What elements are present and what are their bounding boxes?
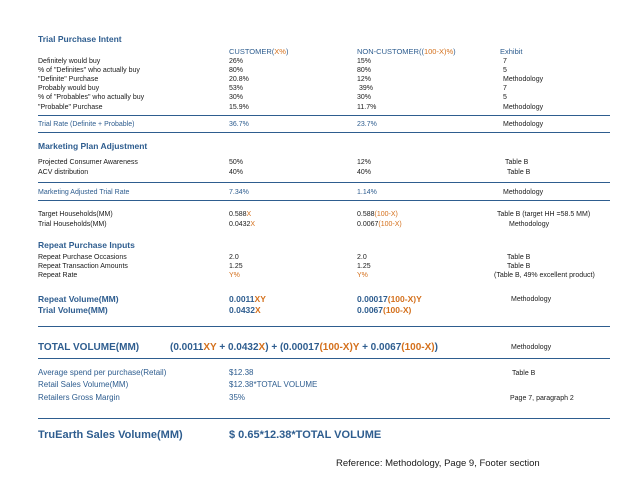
- truearth-sales-value: $ 0.65*12.38*TOTAL VOLUME: [229, 429, 382, 441]
- divider: [38, 182, 610, 183]
- row-exhibit: 7: [503, 58, 507, 65]
- row-exhibit: 7: [503, 85, 507, 92]
- divider: [38, 132, 610, 133]
- gross-margin-value: 35%: [229, 393, 246, 402]
- row-exhibit: Table B: [507, 169, 531, 176]
- adjusted-trial-non-customer: 1.14%: [357, 189, 377, 196]
- row-exhibit: Methodology: [503, 104, 544, 111]
- gross-margin-exhibit: Page 7, paragraph 2: [510, 395, 574, 402]
- reference-note: Reference: Methodology, Page 9, Footer section: [336, 458, 540, 469]
- row-exhibit: Methodology: [509, 221, 550, 228]
- row-label: Target Households(MM): [38, 211, 113, 218]
- row-non-customer-value: 39%: [357, 85, 373, 92]
- header-non-customer: NON-CUSTOMER((100-X)%): [357, 47, 456, 56]
- row-customer-value: 53%: [229, 85, 244, 92]
- row-customer-value: 2.0: [229, 254, 239, 261]
- section-title-repeat-purchase: Repeat Purchase Inputs: [38, 240, 135, 250]
- trial-volume-non-customer: 0.0067(100-X): [357, 305, 412, 315]
- row-customer-value: 1.25: [229, 263, 243, 270]
- row-exhibit: Table B: [507, 254, 531, 261]
- divider: [38, 200, 610, 201]
- trial-rate-customer: 36.7%: [229, 121, 249, 128]
- row-exhibit: (Table B, 49% excellent product): [494, 272, 595, 279]
- truearth-sales-label: TruEarth Sales Volume(MM): [38, 429, 183, 441]
- row-label: "Probable" Purchase: [38, 104, 103, 111]
- trial-volume-label: Trial Volume(MM): [38, 305, 108, 315]
- row-label: Repeat Transaction Amounts: [38, 263, 128, 270]
- divider: [38, 115, 610, 116]
- row-customer-value: 40%: [229, 169, 244, 176]
- header-exhibit: Exhibit: [500, 47, 523, 56]
- divider: [38, 326, 610, 327]
- adjusted-trial-exhibit: Methodology: [503, 189, 544, 196]
- adjusted-trial-label: Marketing Adjusted Trial Rate: [38, 189, 130, 196]
- row-non-customer-value: Y%: [357, 272, 368, 279]
- row-non-customer-value: 30%: [357, 94, 372, 101]
- row-non-customer-value: 0.0067(100-X): [357, 221, 402, 228]
- row-customer-value: 0.0432X: [229, 221, 256, 228]
- adjusted-trial-customer: 7.34%: [229, 189, 249, 196]
- header-customer: CUSTOMER(X%): [229, 47, 289, 56]
- row-non-customer-value: 12%: [357, 159, 372, 166]
- row-label: Projected Consumer Awareness: [38, 159, 138, 166]
- row-exhibit: Table B: [505, 159, 529, 166]
- row-label: ACV distribution: [38, 169, 89, 176]
- row-label: Probably would buy: [38, 85, 100, 92]
- row-label: "Definite" Purchase: [38, 76, 99, 83]
- row-non-customer-value: 40%: [357, 169, 372, 176]
- trial-rate-non-customer: 23.7%: [357, 121, 377, 128]
- trial-volume-customer: 0.0432X: [229, 305, 261, 315]
- trial-rate-exhibit: Methodology: [503, 121, 544, 128]
- row-label: Trial Households(MM): [38, 221, 107, 228]
- total-volume-formula: (0.0011XY + 0.0432X) + (0.00017(100-X)Y + 0.0067(100-X)): [170, 342, 438, 353]
- divider: [38, 418, 610, 419]
- total-volume-label: TOTAL VOLUME(MM): [38, 342, 140, 353]
- avg-spend-value: $12.38: [229, 368, 254, 377]
- row-exhibit: Methodology: [503, 76, 544, 83]
- row-label: % of "Probables" who actually buy: [38, 94, 145, 101]
- repeat-volume-exhibit: Methodology: [511, 296, 552, 303]
- row-exhibit: 5: [503, 67, 507, 74]
- row-customer-value: 0.588X: [229, 211, 252, 218]
- row-non-customer-value: 15%: [357, 58, 372, 65]
- repeat-volume-non-customer: 0.00017(100-X)Y: [357, 294, 422, 304]
- row-exhibit: Table B: [507, 263, 531, 270]
- row-non-customer-value: 12%: [357, 76, 372, 83]
- row-label: Repeat Rate: [38, 272, 78, 279]
- section-title-marketing-plan: Marketing Plan Adjustment: [38, 141, 148, 151]
- gross-margin-label: Retailers Gross Margin: [38, 393, 120, 402]
- row-customer-value: 50%: [229, 159, 244, 166]
- row-exhibit: 5: [503, 94, 507, 101]
- retail-sales-value: $12.38*TOTAL VOLUME: [229, 380, 318, 389]
- row-exhibit: Table B (target HH =58.5 MM): [497, 211, 591, 218]
- row-non-customer-value: 80%: [357, 67, 372, 74]
- row-non-customer-value: 1.25: [357, 263, 371, 270]
- repeat-volume-customer: 0.0011XY: [229, 294, 266, 304]
- repeat-volume-label: Repeat Volume(MM): [38, 294, 119, 304]
- divider: [38, 358, 610, 359]
- row-customer-value: 30%: [229, 94, 244, 101]
- row-label: Definitely would buy: [38, 58, 101, 65]
- row-customer-value: 15.9%: [229, 104, 249, 111]
- total-volume-exhibit: Methodology: [511, 344, 552, 351]
- avg-spend-label: Average spend per purchase(Retail): [38, 368, 167, 377]
- row-label: % of "Definites" who actually buy: [38, 67, 140, 74]
- row-customer-value: 26%: [229, 58, 244, 65]
- row-customer-value: 80%: [229, 67, 244, 74]
- row-non-customer-value: 2.0: [357, 254, 367, 261]
- retail-sales-label: Retail Sales Volume(MM): [38, 380, 129, 389]
- row-label: Repeat Purchase Occasions: [38, 254, 127, 261]
- trial-rate-label: Trial Rate (Definite + Probable): [38, 121, 135, 128]
- row-customer-value: Y%: [229, 272, 240, 279]
- row-non-customer-value: 11.7%: [357, 104, 377, 111]
- section-title-trial-intent: Trial Purchase Intent: [38, 34, 122, 44]
- avg-spend-exhibit: Table B: [512, 370, 536, 377]
- row-customer-value: 20.8%: [229, 76, 249, 83]
- row-non-customer-value: 0.588(100-X): [357, 211, 398, 218]
